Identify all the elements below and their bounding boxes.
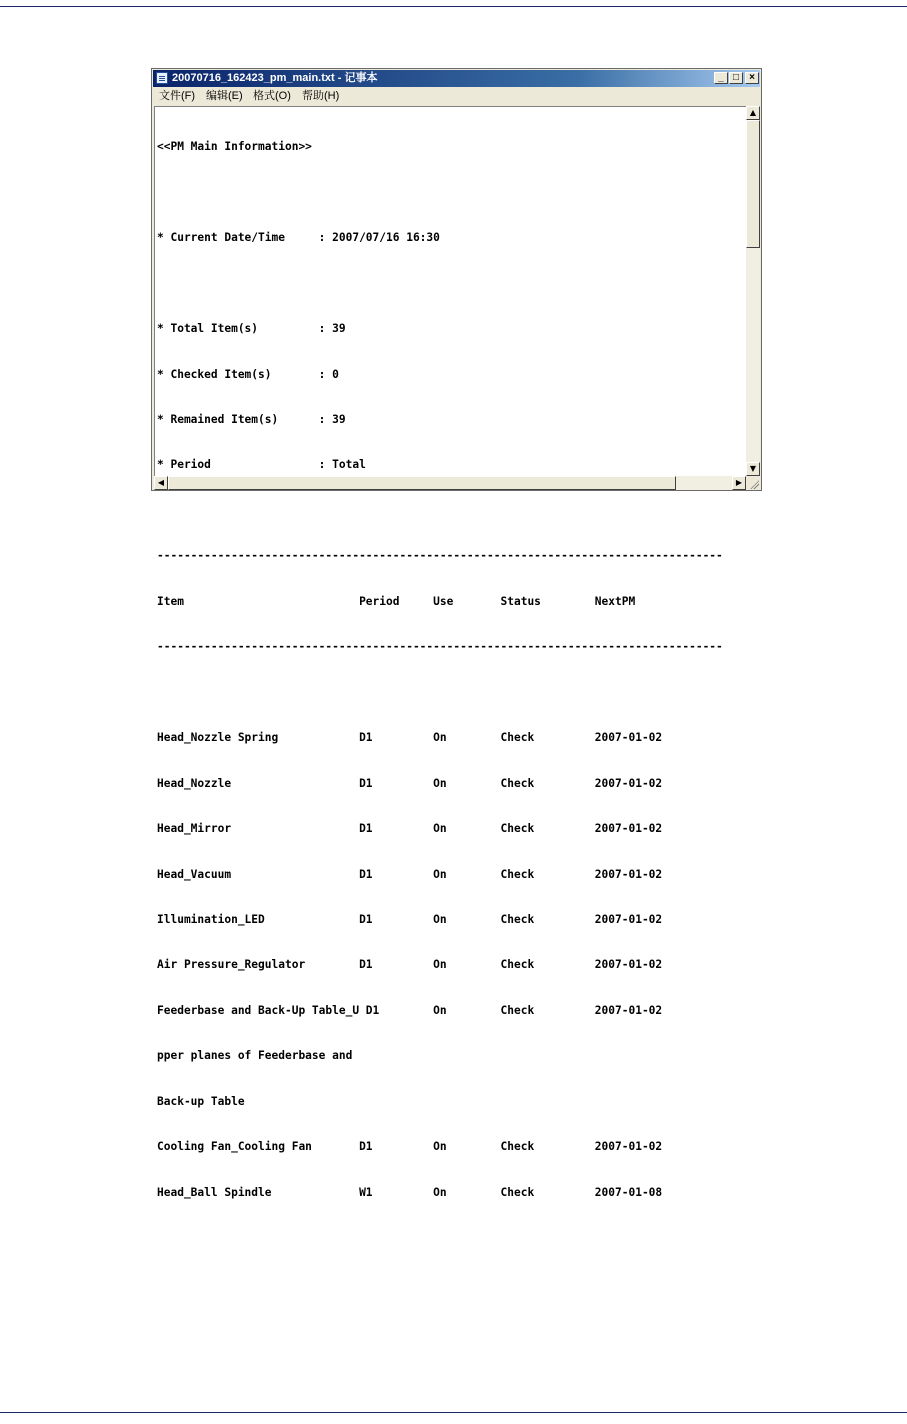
text-line: Head_Vacuum D1 On Check 2007-01-02 [157,867,663,881]
text-line: * Remained Item(s) : 39 [157,413,346,427]
menu-edit[interactable]: 编辑(E) [206,90,243,102]
vertical-scrollbar[interactable] [746,106,760,476]
scroll-left-icon[interactable]: ◀ [154,476,168,490]
menu-bar [153,88,760,105]
minimize-button[interactable]: _ [714,72,728,84]
menu-format[interactable]: 格式(O) [253,90,291,102]
text-line: * Current Date/Time : 2007/07/16 16:30 [157,231,440,245]
page-top-rule [0,6,907,7]
text-editor-area[interactable] [154,106,746,1199]
text-line [157,185,747,200]
text-line: Head_Nozzle D1 On Check 2007-01-02 [157,776,663,790]
text-line: Cooling Fan_Cooling Fan D1 On Check 2007-01-02 [157,1140,663,1154]
text-line [157,503,747,518]
scroll-down-icon[interactable]: ▼ [746,462,760,476]
text-line [157,276,747,291]
text-line: Head_Mirror D1 On Check 2007-01-02 [157,822,663,836]
resize-grip-icon[interactable] [746,476,760,490]
text-line: ------------------------------------------------------------------------------------ [157,640,723,654]
menu-file[interactable]: 文件(F) [159,90,196,102]
text-line: * Checked Item(s) : 0 [157,367,339,381]
menu-help[interactable]: 帮助(H) [302,90,340,102]
text-line [157,685,747,700]
text-line: Head_Nozzle Spring D1 On Check 2007-01-02 [157,731,663,745]
text-line: pper planes of Feederbase and [157,1049,353,1063]
text-line: ------------------------------------------------------------------------------------ [157,549,723,563]
text-line: * Period : Total [157,458,366,472]
notepad-window [151,68,762,1199]
text-line: Air Pressure_Regulator D1 On Check 2007-01-02 [157,958,663,972]
text-line: Back-up Table [157,1094,245,1108]
text-line: Feederbase and Back-Up Table_U D1 On Check 2007-01-02 [157,1003,663,1017]
text-line: Item Period Use Status NextPM [157,594,636,608]
close-button[interactable]: × [745,72,759,84]
text-line: * Total Item(s) : 39 [157,322,346,336]
horizontal-scrollbar[interactable] [154,476,746,490]
scroll-up-icon[interactable]: ▲ [746,106,760,120]
text-line: <<PM Main Information>> [157,140,312,154]
horizontal-scroll-thumb[interactable] [168,476,676,490]
scroll-right-icon[interactable]: ▶ [732,476,746,490]
maximize-button[interactable]: □ [729,72,743,84]
window-title: 20070716_162423_pm_main.txt - 记事本 [172,72,378,84]
title-bar[interactable] [153,70,760,87]
document-content [157,109,747,1230]
text-line: Head_Ball Spindle W1 On Check 2007-01-08 [157,1185,663,1199]
notepad-icon [156,72,168,84]
page-bottom-rule [0,1412,907,1413]
text-line: Illumination_LED D1 On Check 2007-01-02 [157,913,663,927]
vertical-scroll-thumb[interactable] [746,120,760,248]
